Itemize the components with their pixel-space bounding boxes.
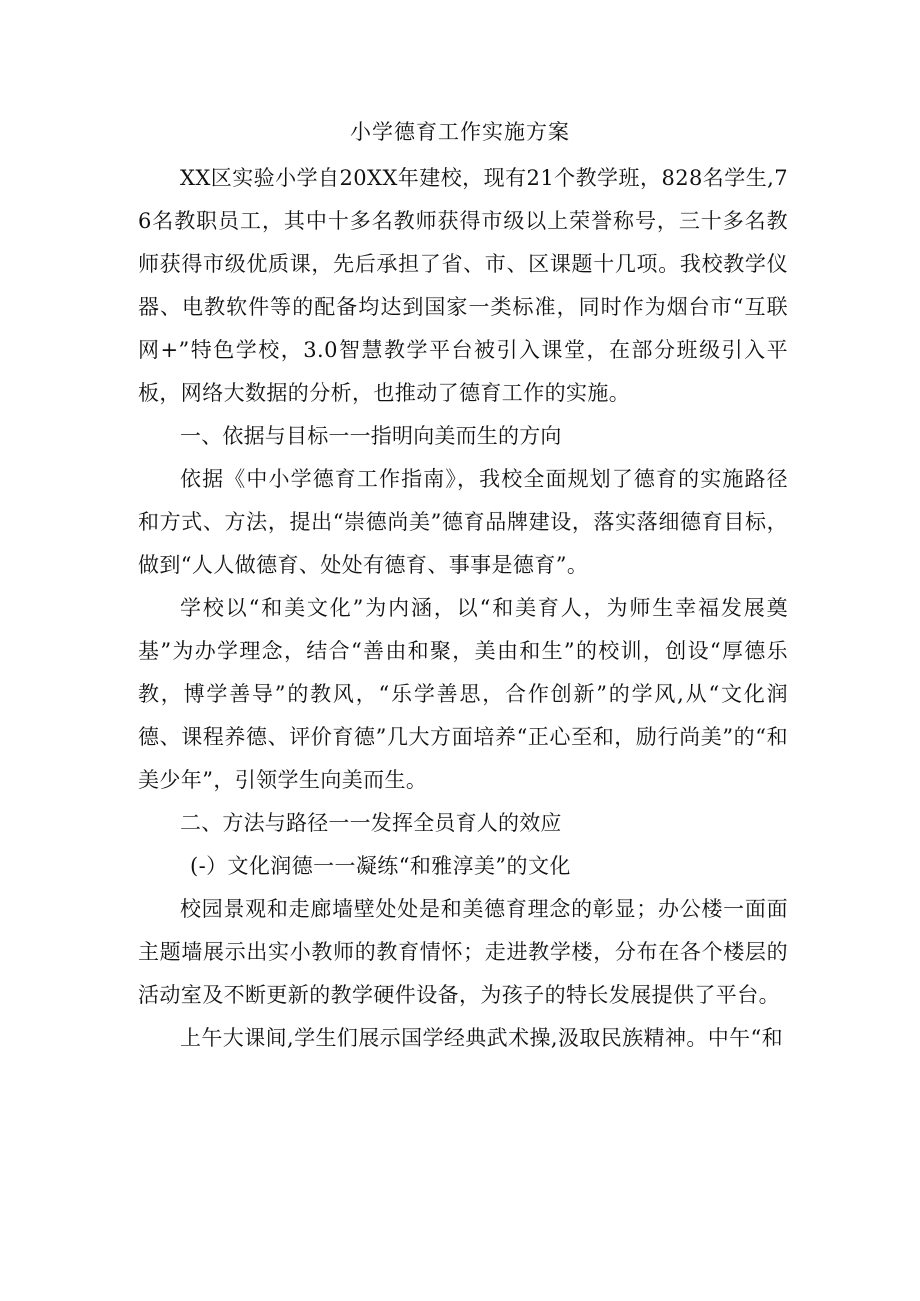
section-heading-1: 一、依据与目标一一指明向美而生的方向 <box>180 424 562 448</box>
subsection-heading-1: (-）文化润德一一凝练“和雅淳美”的文化 <box>190 854 571 878</box>
paragraph-intro: XX区实验小学自20XX年建校，现有21个教学班，828名学生,76名教职员工，其中十多名教师获得市级以上荣誉称号，三十多名教师获得市级优质课，先后承担了省、市、区课题十几项。我校教学仪器、电教软件等的配备均达到国家一类标准，同时作为烟台市“互联网+”特色学校，3.0智慧教学平台被引入课堂，在部分班级引入平板，网络大数据的分析，也推动了德育工作的实施。 <box>138 166 788 405</box>
paragraph-guideline: 依据《中小学德育工作指南》，我校全面规划了德育的实施路径和方式、方法，提出“崇德尚美”德育品牌建设，落实落细德育目标，做到“人人做德育、处处有德育、事事是德育”。 <box>138 467 788 577</box>
paragraph-school-culture: 学校以“和美文化”为内涵，以“和美育人，为师生幸福发展奠基”为办学理念，结合“善由和聚，美由和生”的校训，创设“厚德乐教，博学善导”的教风，“乐学善思，合作创新”的学风,从“文化润德、课程养德、评价育德”几大方面培养“正心至和，励行尚美”的“和美少年”，引领学生向美而生。 <box>138 596 788 792</box>
document-body <box>138 157 788 1060</box>
document-title: 小学德育工作实施方案 <box>350 120 570 144</box>
paragraph-campus: 校园景观和走廊墙壁处处是和美德育理念的彰显；办公楼一面面主题墙展示出实小教师的教育情怀；走进教学楼，分布在各个楼层的活动室及不断更新的教学硬件设备，为孩子的特长发展提供了平台。 <box>138 897 788 1007</box>
section-heading-2: 二、方法与路径一一发挥全员育人的效应 <box>180 811 562 835</box>
paragraph-break-time: 上午大课间,学生们展示国学经典武术操,汲取民族精神。中午“和 <box>180 1026 784 1050</box>
